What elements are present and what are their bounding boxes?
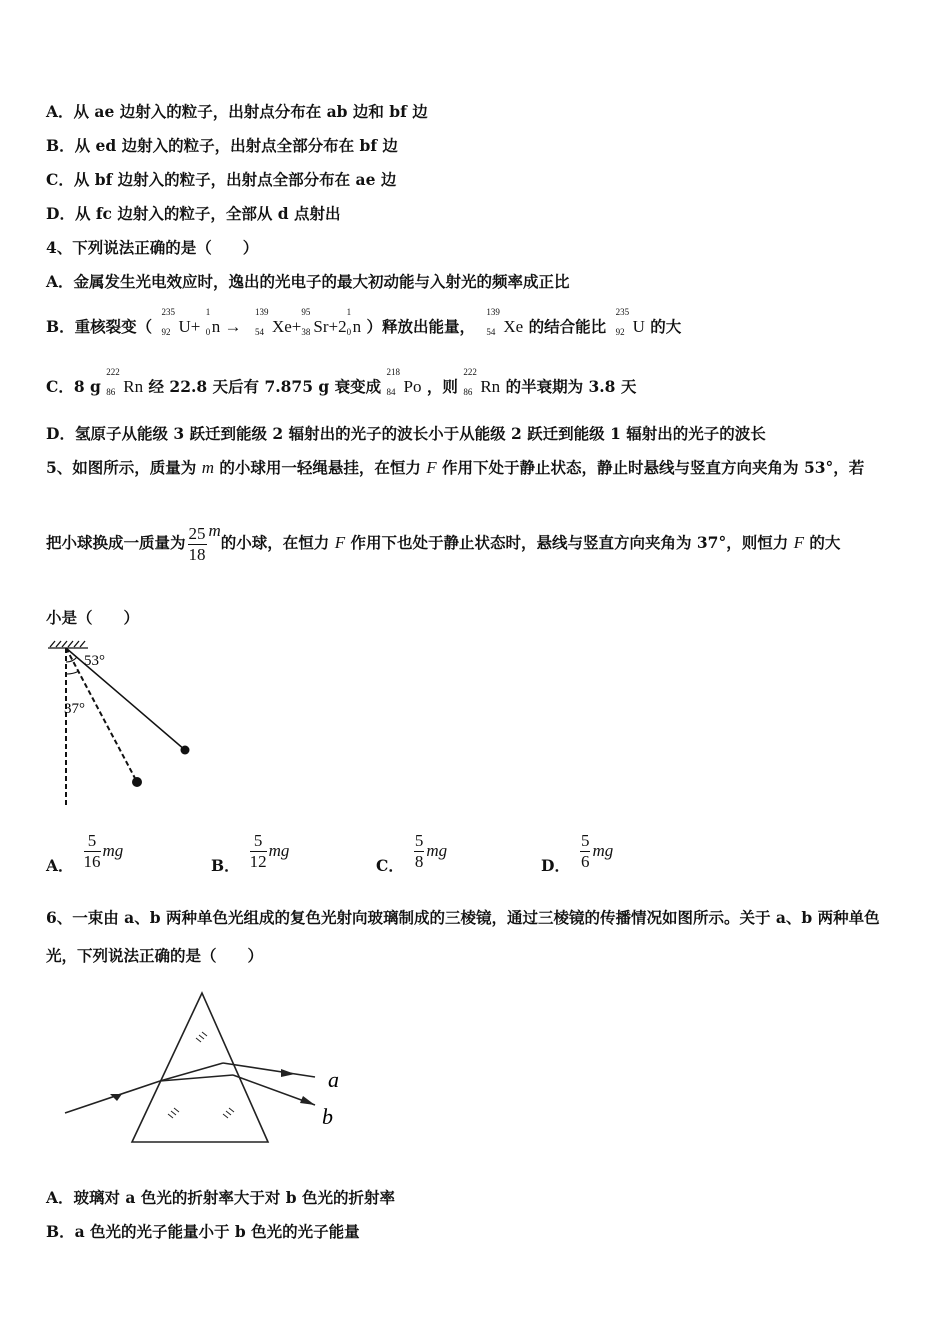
option-fraction [84, 831, 101, 872]
q4-stem: 4、下列说法正确的是（ ） [46, 238, 259, 257]
option-fraction [250, 831, 267, 872]
mass-number: 1 [205, 307, 211, 317]
option-unit: mg [268, 841, 290, 860]
nuclide-rn222 [106, 367, 144, 398]
q5-var-m: m [208, 521, 221, 540]
option-label: C． [376, 856, 404, 875]
q3-option-c: C．从 bf 边射入的粒子，出射点全部分布在 ae 边 [46, 170, 397, 189]
numerator: 5 [250, 831, 267, 852]
element-symbol: Xe [503, 317, 524, 336]
q4-c-mid2: ，则 [426, 377, 458, 396]
numerator: 5 [414, 830, 424, 850]
q5-text: 作用下处于静止状态，静止时悬线与竖直方向夹角为 53°，若 [436, 458, 865, 477]
mass-number: 95 [301, 307, 311, 317]
element-symbol: Po [403, 377, 422, 396]
numerator: 5 [84, 831, 101, 852]
q4-b-mid2: 的结合能比 [528, 317, 607, 336]
q5-var-f: F [793, 533, 804, 552]
ball-53-deg [181, 746, 190, 755]
element-symbol: Rn [123, 377, 144, 396]
nuclide-po218 [386, 367, 422, 398]
q6-prism-figure [60, 990, 360, 1150]
q5-var-f: F [426, 458, 437, 477]
denominator: 16 [83, 851, 101, 871]
q5-option-d [541, 826, 613, 876]
q4-b-end: 的大 [650, 317, 682, 336]
atomic-number: 92 [615, 327, 625, 337]
q5-option-a [46, 826, 123, 876]
option-fraction [414, 831, 425, 872]
mass-number: 1 [346, 307, 352, 317]
q3-option-b: B．从 ed 边射入的粒子，出射点全部分布在 bf 边 [46, 136, 398, 155]
element-symbol: n [352, 317, 362, 336]
nuclide-xe139-b [486, 307, 524, 338]
q5-stem-line-3: 小是（ ） [46, 608, 140, 627]
q4-option-a: A．金属发生光电效应时，逸出的光电子的最大初动能与入射光的频率成正比 [46, 272, 570, 291]
denominator: 8 [414, 851, 424, 871]
mass-number: 222 [106, 367, 120, 377]
numerator: 5 [580, 830, 590, 850]
angle-arc-37 [66, 671, 79, 674]
q4-c-end: 的半衰期为 3.8 天 [505, 377, 637, 396]
incident-ray [65, 1081, 160, 1113]
q3-option-a: A．从 ae 边射入的粒子，出射点分布在 ab 边和 bf 边 [46, 102, 428, 121]
q5-var-f: F [334, 533, 346, 552]
q5-option-b [211, 826, 289, 876]
q5-var-m: m [201, 458, 214, 477]
q4-option-c [46, 367, 637, 398]
nuclide-sr95 [301, 307, 347, 338]
option-label: B． [211, 856, 240, 875]
q4-b-prefix: B．重核裂变（ [46, 317, 153, 336]
q5-text: 的小球，在恒力 [220, 533, 335, 552]
q5-mass-fraction [188, 524, 207, 565]
atomic-number: 84 [386, 387, 396, 397]
q5-text: 作用下也处于静止状态时，悬线与竖直方向夹角为 37°，则恒力 [345, 533, 794, 552]
ball-37-deg [132, 777, 142, 787]
q4-b-mid: ）释放出能量， [366, 317, 475, 336]
q5-option-c [376, 826, 447, 876]
atomic-number: 38 [301, 327, 311, 337]
q6-option-b: B．a 色光的光子能量小于 b 色光的光子能量 [46, 1222, 360, 1241]
nuclide-neutron [205, 307, 242, 338]
q5-pendulum-figure [40, 638, 210, 810]
element-symbol: Sr+2 [313, 317, 347, 336]
denominator: 18 [188, 544, 206, 564]
angle-label-53: 53° [84, 653, 105, 669]
ray-label-a: a [328, 1067, 339, 1092]
ceiling-hatch [48, 641, 88, 648]
element-symbol: U+ [178, 317, 201, 336]
q4-c-mid: 经 22.8 天后有 7.875 g 衰变成 [148, 377, 382, 396]
atomic-number: 54 [254, 327, 264, 337]
nuclide-rn222-b [463, 367, 501, 398]
element-symbol: Rn [480, 377, 501, 396]
option-unit: mg [592, 841, 614, 860]
atomic-number: 0 [205, 327, 211, 337]
nuclide-u235 [161, 307, 201, 338]
q5-text: 的大 [804, 533, 841, 552]
option-label: A． [46, 856, 74, 875]
q4-option-b [46, 307, 682, 338]
option-label: D． [541, 856, 570, 875]
q5-stem-line-1 [46, 458, 864, 478]
q6-option-a: A．玻璃对 a 色光的折射率大于对 b 色光的折射率 [46, 1188, 395, 1207]
option-unit: mg [102, 841, 124, 860]
atomic-number: 54 [486, 327, 496, 337]
ray-b-arrow [300, 1096, 315, 1105]
option-fraction [580, 831, 591, 872]
angle-label-37: 37° [64, 701, 85, 717]
element-symbol: U [632, 317, 645, 336]
option-unit: mg [426, 841, 448, 860]
q5-stem-line-2 [46, 522, 840, 565]
q6-stem-line-2: 光，下列说法正确的是（ ） [46, 946, 264, 965]
denominator: 6 [580, 851, 590, 871]
q6-stem-line-1: 6、一束由 a、b 两种单色光组成的复色光射向玻璃制成的三棱镜，通过三棱镜的传播情况如图所示。关于 a、b 两种单色 [46, 908, 880, 927]
q5-text: 把小球换成一质量为 [46, 533, 186, 552]
q3-option-d: D．从 fc 边射入的粒子，全部从 d 点射出 [46, 204, 341, 223]
mass-number: 218 [386, 367, 401, 377]
atomic-number: 86 [463, 387, 473, 397]
q5-text: 的小球用一轻绳悬挂，在恒力 [213, 458, 427, 477]
mass-number: 139 [254, 307, 269, 317]
atomic-number: 92 [161, 327, 171, 337]
mass-number: 235 [161, 307, 176, 317]
element-symbol: Xe+ [271, 317, 302, 336]
atomic-number: 86 [106, 387, 116, 397]
mass-number: 235 [615, 307, 630, 317]
mass-number: 139 [486, 307, 500, 317]
mass-number: 222 [463, 367, 477, 377]
numerator: 25 [188, 523, 206, 543]
nuclide-neutron-2 [346, 307, 362, 338]
ray-label-b: b [322, 1104, 333, 1129]
q5-text: 5、如图所示，质量为 [46, 458, 202, 477]
element-symbol: n → [211, 317, 242, 336]
nuclide-xe139 [254, 307, 302, 338]
nuclide-u235-b [615, 307, 645, 338]
q4-option-d: D．氢原子从能级 3 跃迁到能级 2 辐射出的光子的波长小于从能级 2 跃迁到能级 1 辐射出的光子的波长 [46, 424, 766, 443]
q4-c-prefix: C．8 g [46, 377, 101, 396]
denominator: 12 [249, 851, 267, 871]
atomic-number: 0 [346, 327, 352, 337]
